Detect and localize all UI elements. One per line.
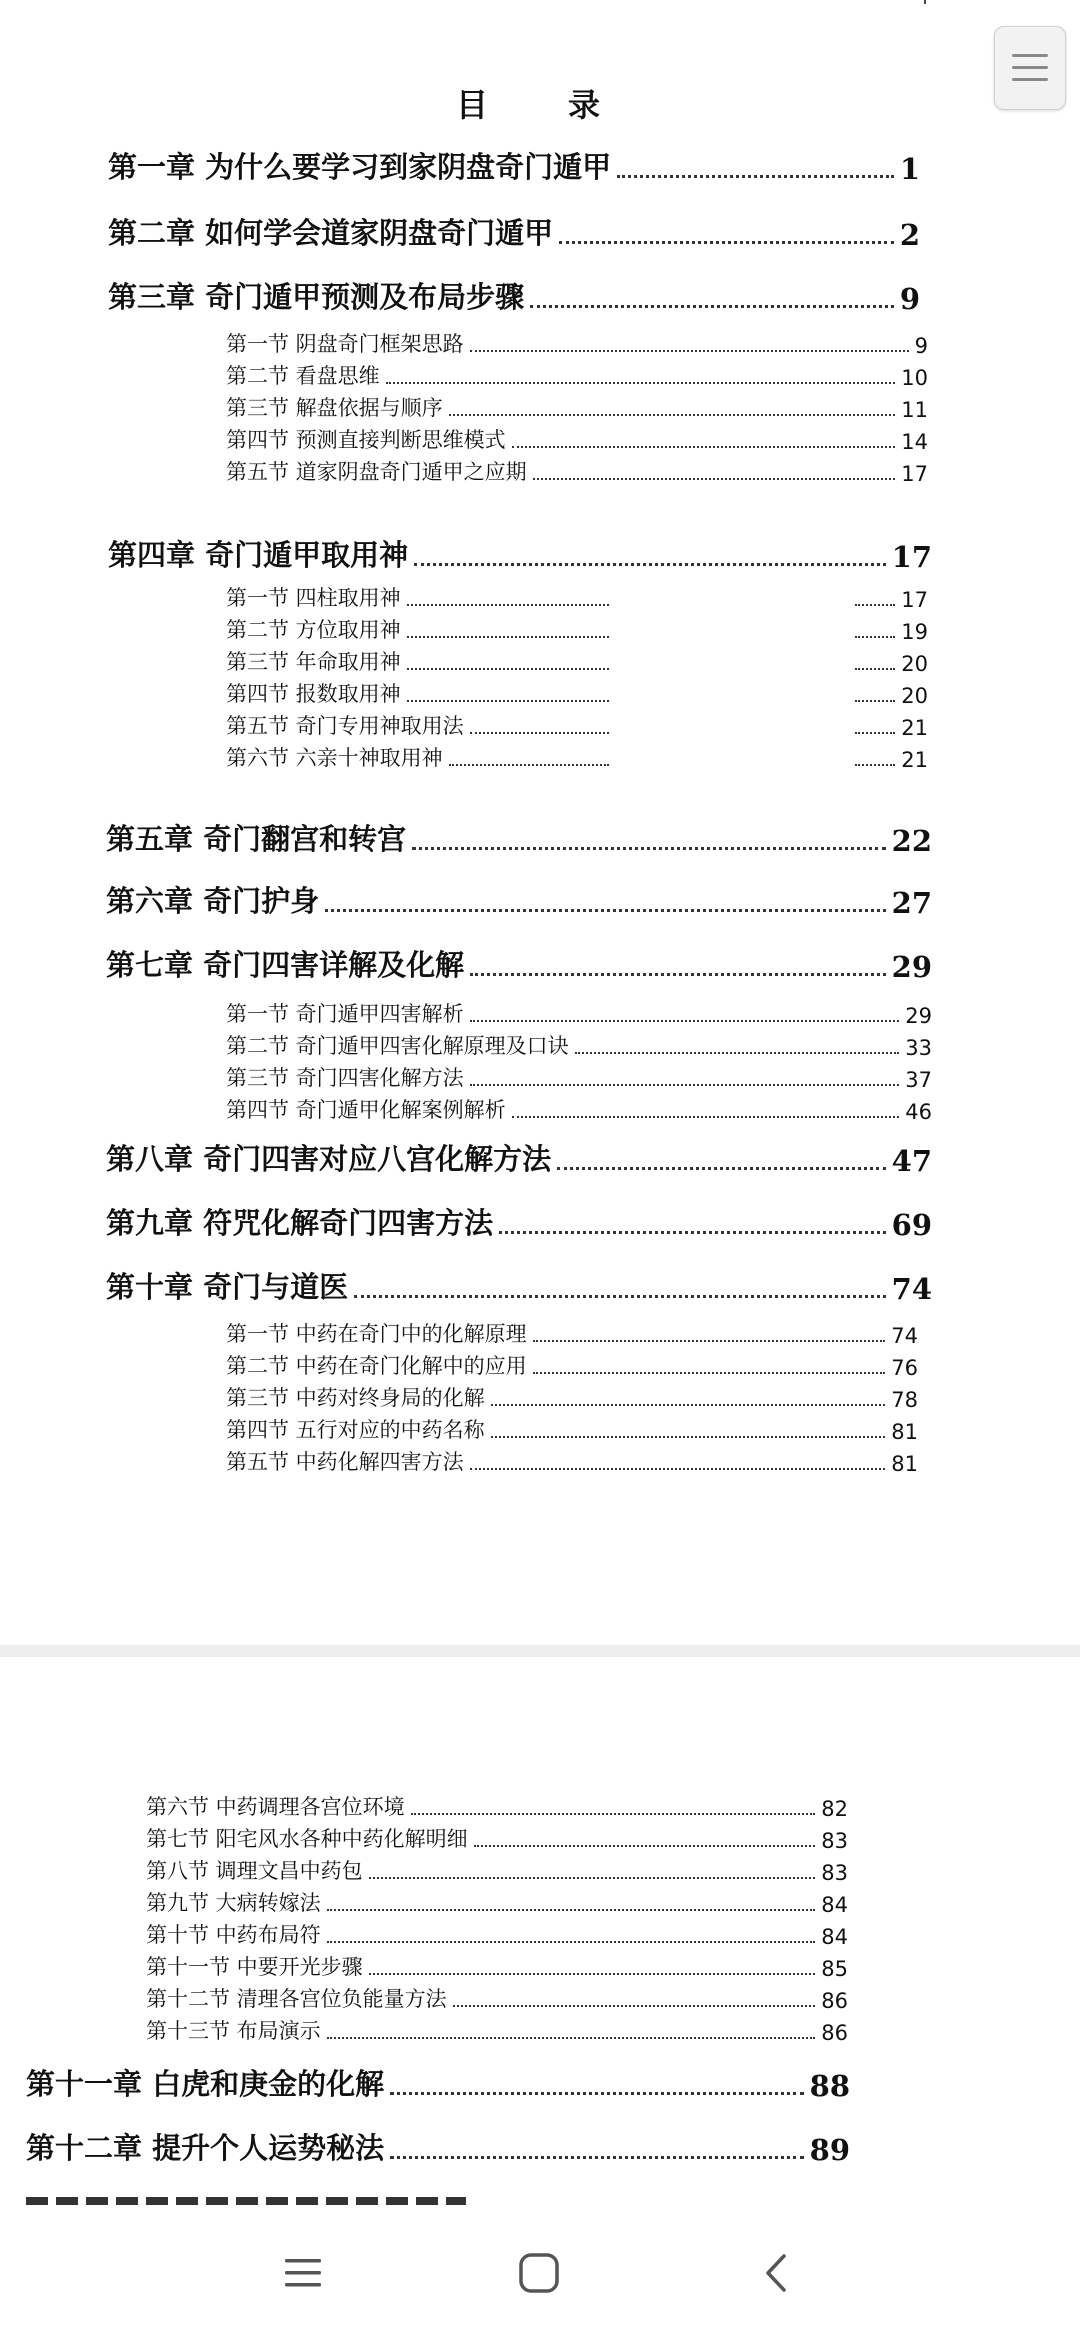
toc-chapter[interactable]: 第二章 如何学会道家阴盘奇门遁甲 2 — [108, 216, 920, 252]
toc-chapter[interactable]: 第十章 奇门与道医 74 — [106, 1270, 932, 1306]
toc-section[interactable]: 第九节 大病转嫁法 84 — [146, 1891, 848, 1917]
toc-section[interactable]: 第十二节 清理各宫位负能量方法 86 — [146, 1987, 848, 2013]
toc-section[interactable]: 第六节 中药调理各宫位环境 82 — [146, 1795, 848, 1821]
toc-section[interactable]: 第十三节 布局演示 86 — [146, 2019, 848, 2045]
toc-chapter[interactable]: 第七章 奇门四害详解及化解 29 — [106, 948, 932, 984]
toc-section[interactable]: 第四节 奇门遁甲化解案例解析 46 — [226, 1098, 932, 1124]
toc-section[interactable]: 第二节 中药在奇门化解中的应用 76 — [226, 1354, 918, 1380]
toc-chapter[interactable]: 第九章 符咒化解奇门四害方法 69 — [106, 1206, 932, 1242]
home-button[interactable] — [484, 2238, 594, 2308]
home-icon — [518, 2252, 560, 2294]
toc-section[interactable]: 第五节 道家阴盘奇门遁甲之应期 17 — [226, 460, 928, 486]
toc-chapter[interactable]: 第八章 奇门四害对应八宫化解方法 47 — [106, 1142, 932, 1178]
recent-apps-icon — [283, 2255, 323, 2291]
toc-chapter[interactable]: 第三章 奇门遁甲预测及布局步骤 9 — [108, 280, 920, 316]
toc-section[interactable]: 第一节 阴盘奇门框架思路 9 — [226, 332, 928, 358]
toc-chapter[interactable]: 第四章 奇门遁甲取用神 17 — [108, 538, 932, 574]
toc-section[interactable]: 第四节 报数取用神 20 — [226, 682, 928, 708]
toc-section[interactable]: 第二节 奇门遁甲四害化解原理及口诀 33 — [226, 1034, 932, 1060]
document-page-2 — [0, 1657, 1080, 2220]
toc-section[interactable]: 第五节 中药化解四害方法 81 — [226, 1450, 918, 1476]
toc-chapter[interactable]: 第六章 奇门护身 27 — [106, 884, 932, 920]
toc-chapter[interactable]: 第五章 奇门翻宫和转宫 22 — [106, 822, 932, 858]
toc-section[interactable]: 第六节 六亲十神取用神 21 — [226, 746, 928, 772]
toc-chapter[interactable]: 第十二章 提升个人运势秘法 89 — [26, 2131, 850, 2167]
toc-section[interactable]: 第五节 奇门专用神取用法 21 — [226, 714, 928, 740]
recent-apps-button[interactable] — [248, 2238, 358, 2308]
toc-section[interactable]: 第四节 预测直接判断思维模式 14 — [226, 428, 928, 454]
system-navigation-bar — [0, 2220, 1080, 2328]
toc-section[interactable]: 第三节 奇门四害化解方法 37 — [226, 1066, 932, 1092]
toc-section[interactable]: 第八节 调理文昌中药包 83 — [146, 1859, 848, 1885]
toc-section[interactable]: 第四节 五行对应的中药名称 81 — [226, 1418, 918, 1444]
toc-section[interactable]: 第三节 解盘依据与顺序 11 — [226, 396, 928, 422]
toc-section[interactable]: 第七节 阳宅风水各种中药化解明细 83 — [146, 1827, 848, 1853]
toc-section[interactable]: 第一节 中药在奇门中的化解原理 74 — [226, 1322, 918, 1348]
toc-chapter[interactable]: 第一章 为什么要学习到家阴盘奇门遁甲 1 — [108, 150, 920, 186]
toc-section[interactable]: 第十一节 中要开光步骤 85 — [146, 1955, 848, 1981]
toc-section[interactable]: 第三节 年命取用神 20 — [226, 650, 928, 676]
toc-section[interactable]: 第三节 中药对终身局的化解 78 — [226, 1386, 918, 1412]
toc-title: 目 录 — [455, 86, 624, 124]
floating-menu-button[interactable] — [994, 26, 1066, 110]
toc-section[interactable]: 第一节 奇门遁甲四害解析 29 — [226, 1002, 932, 1028]
toc-section[interactable]: 第一节 四柱取用神 17 — [226, 586, 928, 612]
cut-off-line-fragment — [26, 2189, 856, 2205]
back-button[interactable] — [720, 2238, 830, 2308]
toc-section[interactable]: 第二节 看盘思维 10 — [226, 364, 928, 390]
previous-page-fragment — [706, 0, 746, 6]
page-divider — [0, 1645, 1080, 1657]
back-icon — [760, 2252, 790, 2294]
toc-section[interactable]: 第十节 中药布局符 84 — [146, 1923, 848, 1949]
previous-page-fragment — [924, 0, 936, 4]
toc-section[interactable]: 第二节 方位取用神 19 — [226, 618, 928, 644]
toc-chapter[interactable]: 第十一章 白虎和庚金的化解 88 — [26, 2067, 850, 2103]
